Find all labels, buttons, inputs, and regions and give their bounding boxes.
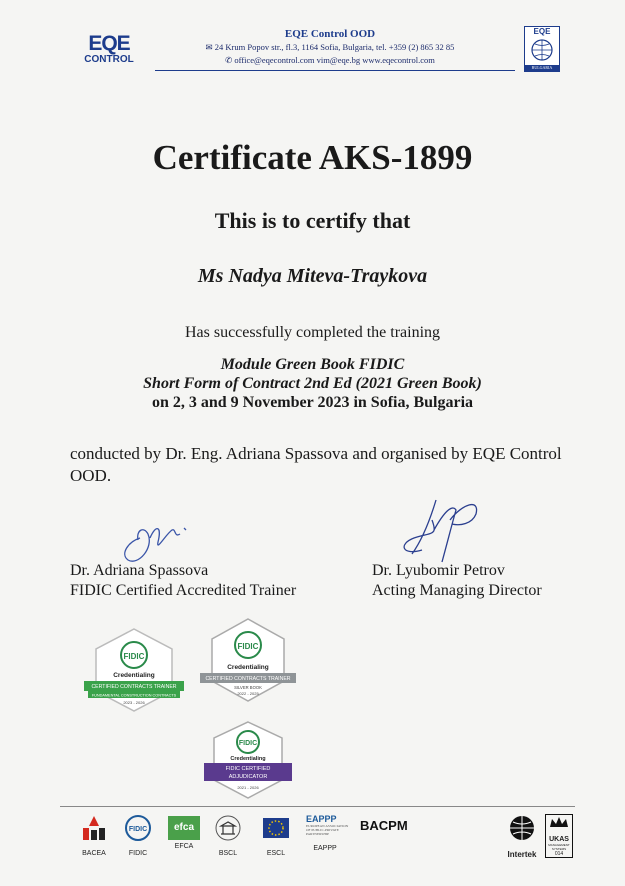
badge-years: 2021 - 2026 (237, 785, 259, 790)
eappp-subtext: EUROPEAN ASSOCIATION OF PUBLIC-PRIVATE PARTNERSHIP (306, 824, 349, 836)
bscl-logo (206, 814, 250, 857)
efca-logo (164, 814, 204, 850)
ukas-mark: UKAS (549, 836, 569, 843)
course-module: Module Green Book FIDIC (220, 356, 405, 373)
globe-icon (525, 37, 559, 63)
intertek-logo (500, 814, 544, 859)
bacpm-logo (360, 818, 408, 833)
company-contacts: office@eqecontrol.com vim@eqe.bg www.eqecontrol.com (234, 55, 435, 65)
fidic-icon (123, 814, 153, 842)
eappp-logo (300, 814, 350, 852)
signature-spassova (110, 508, 200, 568)
fidic-badge-silver-book (200, 615, 296, 707)
bscl-caption: BSCL (218, 850, 238, 857)
badge-credential: Credentialing (113, 672, 155, 679)
ukas-logo (544, 814, 574, 858)
badge-years: 2023 - 2026 (123, 700, 145, 705)
fidic-badge-adjudicator (200, 718, 296, 802)
escl-icon (261, 814, 291, 842)
intertek-globe-icon (507, 814, 537, 842)
badge-ribbon-text: CERTIFIED CONTRACTS TRAINER (91, 684, 177, 690)
envelope-icon: ✉ (205, 42, 213, 52)
eappp-caption: EAPPP (313, 845, 337, 852)
escl-caption: ESCL (266, 850, 286, 857)
certificate-title: Certificate AKS-1899 (152, 138, 473, 177)
bacea-icon (79, 814, 109, 842)
eqe-bulgaria-logo-text: EQE (533, 27, 551, 36)
efca-caption: EFCA (174, 843, 194, 850)
email-icon: ✆ (225, 55, 233, 65)
escl-logo (256, 814, 296, 857)
signature-petrov (392, 490, 492, 570)
badge-ribbon-text: FIDIC CERTIFIED (225, 766, 271, 772)
eqe-logo-subtext: CONTROL (84, 54, 134, 65)
fidic-badge-contracts-trainer (84, 625, 184, 717)
bscl-icon (213, 814, 243, 842)
signatory-name: Dr. Lyubomir Petrov (372, 562, 505, 579)
letterhead (0, 22, 625, 82)
eqe-bulgaria-logo (524, 26, 560, 72)
fidic-logo (118, 814, 158, 857)
letterhead-contact (150, 28, 510, 65)
signatory-role: FIDIC Certified Accredited Trainer (70, 582, 297, 599)
conducted-by: conducted by Dr. Eng. Adriana Spassova and organised by EQE Control OOD. (70, 444, 562, 485)
badge-sub-text: SILVER BOOK (234, 685, 262, 690)
bacea-logo (74, 814, 114, 857)
badge-sub-text: FUNDAMENTAL CONSTRUCTION CONTRACTS (91, 693, 177, 698)
company-address: 24 Krum Popov str., fl.3, 1164 Sofia, Bulgaria, tel. +359 (2) 865 32 85 (214, 42, 455, 52)
company-name: EQE Control OOD (284, 28, 376, 40)
svg-text:FIDIC: FIDIC (128, 826, 148, 833)
course-dates: on 2, 3 and 9 November 2023 in Sofia, Bulgaria (151, 394, 474, 411)
bacpm-mark: BACPM (360, 818, 408, 833)
footer-divider (60, 806, 575, 807)
badge-org: FIDIC (123, 652, 145, 661)
signatory-role: Acting Managing Director (372, 582, 542, 599)
intertek-caption: Intertek (507, 850, 537, 859)
badge-ribbon-text: CERTIFIED CONTRACTS TRAINER (205, 676, 291, 682)
badge-sub-text: ADJUDICATOR (228, 774, 268, 780)
certify-statement: This is to certify that (214, 208, 411, 233)
eqe-logo-text: EQE (88, 32, 130, 55)
signatory-right (372, 561, 542, 601)
fidic-caption: FIDIC (128, 850, 148, 857)
badge-years: 2022 - 2025 (237, 691, 259, 696)
eappp-mark: EAPPP (306, 814, 337, 824)
header-divider (155, 70, 515, 71)
badge-credential: Credentialing (230, 756, 266, 762)
recipient-name: Ms Nadya Miteva-Traykova (197, 265, 428, 287)
course-title: Short Form of Contract 2nd Ed (2021 Green Book) (143, 375, 482, 392)
completion-statement: Has successfully completed the training (184, 324, 441, 341)
crown-icon (546, 815, 572, 831)
bacea-caption: BACEA (82, 850, 106, 857)
ukas-number: 014 (554, 851, 564, 857)
badge-org: FIDIC (237, 642, 259, 651)
ukas-subtext: MANAGEMENT SYSTEMS (548, 843, 570, 851)
badge-credential: Credentialing (227, 664, 269, 671)
badge-org: FIDIC (238, 740, 258, 747)
footer-logos (60, 814, 575, 874)
eqe-logo (83, 34, 135, 65)
course-details (0, 355, 625, 412)
efca-mark: efca (168, 816, 200, 840)
eqe-bulgaria-logo-subtext: BULGARIA (525, 65, 559, 71)
signatory-name: Dr. Adriana Spassova (70, 562, 209, 579)
signatory-left (70, 561, 296, 601)
